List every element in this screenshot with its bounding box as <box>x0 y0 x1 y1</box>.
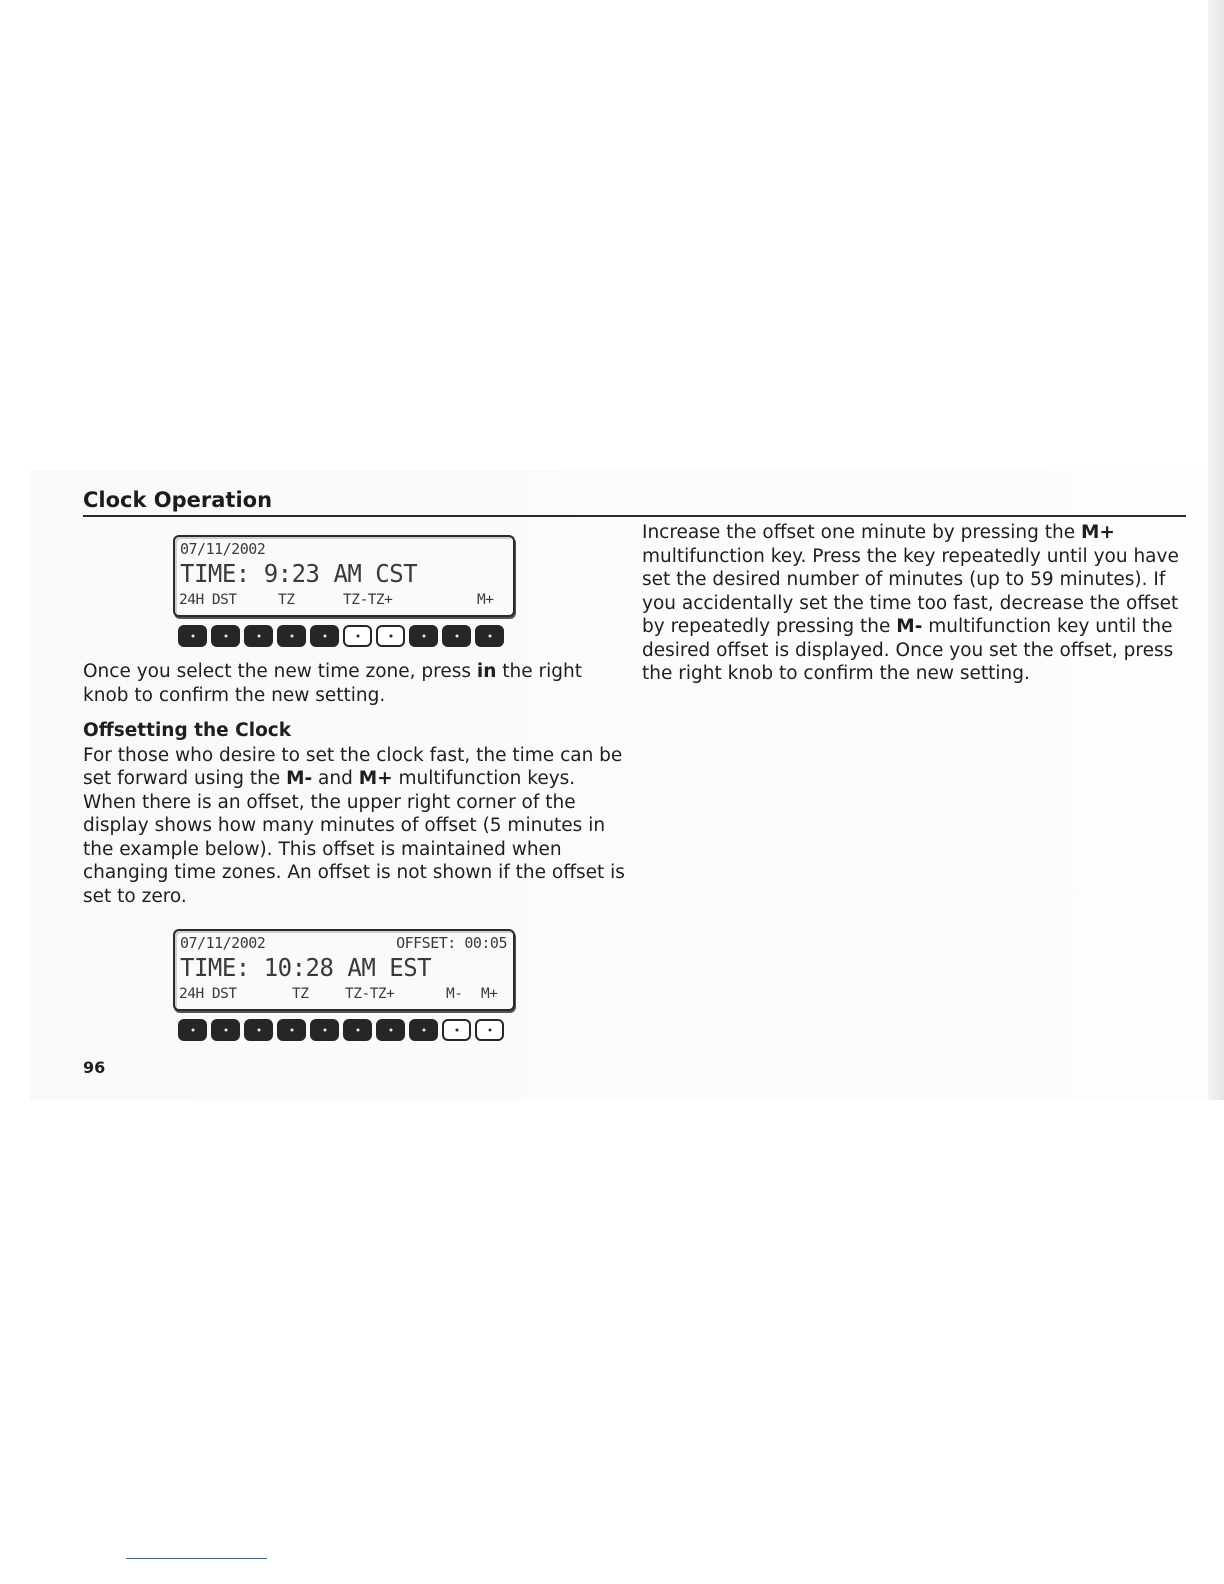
softkey-button-1[interactable] <box>178 1019 207 1041</box>
softkey-button-10[interactable] <box>475 1019 504 1041</box>
lcd-screen <box>173 929 515 1011</box>
confirm-paragraph <box>83 660 628 707</box>
radio-display-est-offset <box>173 929 515 1041</box>
offsetting-text-3: multifunction keys. When there is an offset, the upper right corner of the display shows how many minutes of offset (5 minutes in the example below). This offset is maintained when changing time zones. An offset is not shown if the offset is set to zero. <box>83 768 625 907</box>
confirm-text-after: the right knob to confirm the new setting. <box>83 661 582 706</box>
softkey-button-6[interactable] <box>343 625 372 647</box>
softkey-button-5[interactable] <box>310 625 339 647</box>
offsetting-section <box>83 719 628 908</box>
softkey-button-4[interactable] <box>277 1019 306 1041</box>
right-column-paragraph <box>642 521 1190 686</box>
page-edge-shadow <box>1208 0 1224 1100</box>
softkey-button-9[interactable] <box>442 1019 471 1041</box>
softkey-label-24h-dst: 24H DST <box>179 986 237 1002</box>
lcd-time: TIME: 10:28 AM EST <box>180 953 432 983</box>
softkey-button-2[interactable] <box>211 1019 240 1041</box>
softkey-button-3[interactable] <box>244 625 273 647</box>
right-key-m-minus: M- <box>896 616 923 637</box>
softkey-label-tz-tz-plus: TZ-TZ+ <box>345 986 395 1002</box>
right-text-2: multifunction key. Press the key repeatedly until you have set the desired number of minutes (up to 59 minutes). If you accidentally set the time too fast, decrease the offset by repeatedly pressing the <box>642 545 1179 637</box>
softkey-button-7[interactable] <box>376 625 405 647</box>
softkey-button-4[interactable] <box>277 625 306 647</box>
offsetting-key-m-plus: M+ <box>358 768 393 789</box>
softkey-label-m-minus: M- <box>446 986 463 1002</box>
right-text-3: multifunction key until the desired offset is displayed. Once you set the offset, press the right knob to confirm the new setting. <box>642 616 1174 684</box>
lcd-date: 07/11/2002 <box>180 540 266 558</box>
softkey-button-8[interactable] <box>409 625 438 647</box>
softkey-button-2[interactable] <box>211 625 240 647</box>
softkey-button-3[interactable] <box>244 1019 273 1041</box>
offsetting-key-m-minus: M- <box>286 768 313 789</box>
softkey-button-1[interactable] <box>178 625 207 647</box>
section-title: Clock Operation <box>83 488 273 512</box>
softkey-button-row <box>173 1019 515 1041</box>
offsetting-text-1: For those who desire to set the clock fast, the time can be set forward using the <box>83 744 623 789</box>
confirm-text-before: Once you select the new time zone, press <box>83 661 477 682</box>
softkey-label-m-plus: M+ <box>477 592 494 608</box>
softkey-label-24h-dst: 24H DST <box>179 592 237 608</box>
lcd-date: 07/11/2002 <box>180 934 266 952</box>
title-rule <box>83 515 1186 517</box>
softkey-button-10[interactable] <box>475 625 504 647</box>
softkey-button-5[interactable] <box>310 1019 339 1041</box>
offsetting-text-2: and <box>312 768 359 789</box>
page-number: 96 <box>83 1058 106 1077</box>
softkey-button-9[interactable] <box>442 625 471 647</box>
softkey-label-tz: TZ <box>292 986 309 1002</box>
right-text-1: Increase the offset one minute by pressing the <box>642 522 1081 543</box>
softkey-button-row <box>173 625 515 647</box>
softkey-button-6[interactable] <box>343 1019 372 1041</box>
right-key-m-plus: M+ <box>1080 522 1115 543</box>
lcd-screen <box>173 535 515 617</box>
softkey-label-tz-tz-plus: TZ-TZ+ <box>343 592 393 608</box>
lcd-time: TIME: 9:23 AM CST <box>180 559 418 589</box>
offsetting-heading: Offsetting the Clock <box>83 720 292 741</box>
lcd-offset: OFFSET: 00:05 <box>396 934 507 952</box>
softkey-button-7[interactable] <box>376 1019 405 1041</box>
softkey-button-8[interactable] <box>409 1019 438 1041</box>
softkey-label-tz: TZ <box>278 592 295 608</box>
radio-display-cst <box>173 535 515 647</box>
footer-rule <box>126 1558 267 1559</box>
softkey-label-m-plus: M+ <box>481 986 498 1002</box>
confirm-text-bold: in <box>476 661 497 682</box>
